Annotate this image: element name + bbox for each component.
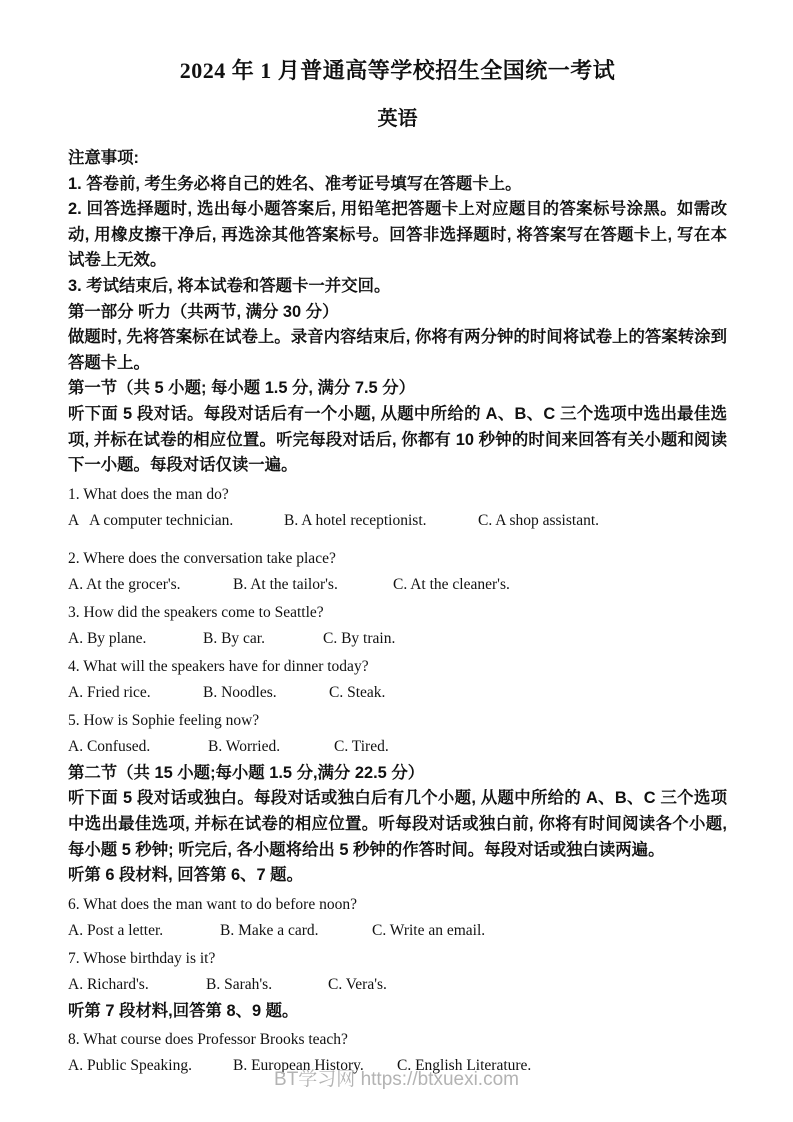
- question-7-option-c: C. Vera's.: [328, 975, 387, 993]
- question-7: [68, 947, 727, 997]
- question-2: [68, 547, 727, 597]
- section2-intro: 听下面 5 段对话或独白。每段对话或独白后有几个小题, 从题中所给的 A、B、C 三个选项中选出最佳选项, 并标在试卷的相应位置。听每段对话或独白前, 你将有时间阅读各个小题, 每小题 5 秒钟; 听完后, 各小题将给出 5 秒钟的作答时间。每段对话或独白读两遍。: [68, 789, 727, 859]
- question-3-option-a: A. By plane.: [68, 629, 147, 647]
- question-1-text: 1. What does the man do?: [68, 485, 229, 503]
- question-6-option-b: B. Make a card.: [220, 921, 319, 939]
- page-title: 2024 年 1 月普通高等学校招生全国统一考试: [179, 58, 616, 83]
- question-7-options: [68, 973, 727, 997]
- question-5-option-c: C. Tired.: [334, 737, 389, 755]
- site-watermark: BT学习网 https://btxuexi.com: [274, 1069, 519, 1090]
- section2-heading: 第二节（共 15 小题;每小题 1.5 分,满分 22.5 分）: [68, 763, 425, 782]
- question-7-option-b: B. Sarah's.: [206, 975, 273, 993]
- question-8-text: 8. What course does Professor Brooks teach?: [68, 1031, 348, 1049]
- notice-item-3: 3. 考试结束后, 将本试卷和答题卡一并交回。: [68, 276, 391, 295]
- notice-item-1: 1. 答卷前, 考生务必将自己的姓名、准考证号填写在答题卡上。: [68, 174, 522, 193]
- part1-heading: 第一部分 听力（共两节, 满分 30 分）: [68, 302, 339, 321]
- question-8-option-a: A. Public Speaking.: [68, 1057, 192, 1075]
- question-3-option-c: C. By train.: [323, 629, 396, 647]
- question-1-options: [68, 509, 727, 533]
- question-3-option-b: B. By car.: [203, 629, 265, 647]
- question-6: [68, 893, 727, 943]
- question-8-option-b: B. European History.: [233, 1057, 364, 1075]
- notice-heading: 注意事项:: [68, 149, 140, 167]
- question-6-option-c: C. Write an email.: [372, 921, 486, 939]
- question-1: [68, 483, 727, 533]
- question-1-option-b: B. A hotel receptionist.: [284, 511, 427, 529]
- question-2-option-c: C. At the cleaner's.: [393, 575, 510, 593]
- question-7-option-a: A. Richard's.: [68, 975, 149, 993]
- question-4-option-b: B. Noodles.: [203, 683, 277, 701]
- question-2-option-a: A. At the grocer's.: [68, 575, 181, 593]
- material-7-heading: 听第 7 段材料,回答第 8、9 题。: [68, 1001, 299, 1020]
- question-4: [68, 655, 727, 705]
- section1-heading: 第一节（共 5 小题; 每小题 1.5 分, 满分 7.5 分）: [68, 379, 415, 398]
- question-3: [68, 601, 727, 651]
- question-6-text: 6. What does the man want to do before noon?: [68, 895, 357, 913]
- question-2-text: 2. Where does the conversation take place?: [68, 549, 336, 567]
- question-3-text: 3. How did the speakers come to Seattle?: [68, 603, 324, 621]
- question-5: [68, 709, 727, 759]
- question-5-option-a: A. Confused.: [68, 737, 151, 755]
- question-2-options: [68, 573, 727, 597]
- section1-intro: 听下面 5 段对话。每段对话后有一个小题, 从题中所给的 A、B、C 三个选项中选出最佳选项, 并标在试卷的相应位置。听完每段对话后, 你都有 10 秒钟的时间来回答有关小题和阅读下一小题。每段对话仅读一遍。: [68, 404, 727, 475]
- question-7-text: 7. Whose birthday is it?: [68, 949, 216, 967]
- question-5-text: 5. How is Sophie feeling now?: [68, 711, 260, 729]
- question-8-option-c: C. English Literature.: [397, 1057, 532, 1075]
- question-4-option-c: C. Steak.: [329, 683, 386, 701]
- question-2-option-b: B. At the tailor's.: [233, 575, 338, 593]
- question-1-option-a: A A computer technician.: [68, 511, 234, 529]
- question-1-option-c: C. A shop assistant.: [478, 511, 600, 529]
- question-4-options: [68, 681, 727, 705]
- question-4-text: 4. What will the speakers have for dinner today?: [68, 657, 369, 675]
- question-4-option-a: A. Fried rice.: [68, 683, 151, 701]
- question-6-options: [68, 919, 727, 943]
- question-3-options: [68, 627, 727, 651]
- question-6-option-a: A. Post a letter.: [68, 921, 164, 939]
- subject-title: 英语: [377, 108, 418, 130]
- notice-item-2: 2. 回答选择题时, 选出每小题答案后, 用铅笔把答题卡上对应题目的答案标号涂黑。如需改动, 用橡皮擦干净后, 再选涂其他答案标号。回答非选择题时, 将答案写在答题卡上, 写在本试卷上无效。: [68, 200, 727, 270]
- question-5-option-b: B. Worried.: [208, 737, 281, 755]
- part1-intro: 做题时, 先将答案标在试卷上。录音内容结束后, 你将有两分钟的时间将试卷上的答案转涂到答题卡上。: [68, 328, 727, 372]
- material-6-heading: 听第 6 段材料, 回答第 6、7 题。: [68, 866, 303, 885]
- question-5-options: [68, 735, 727, 759]
